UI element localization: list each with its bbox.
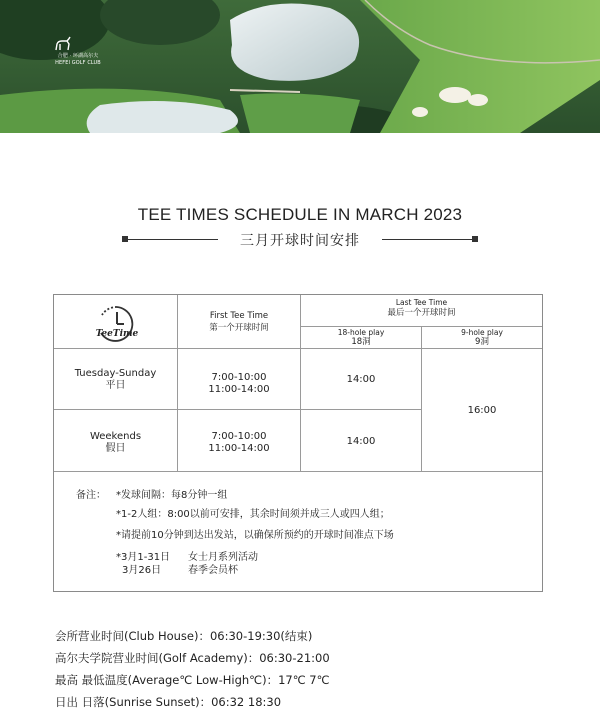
first-tee-header-cn: 第一个开球时间 [209,323,269,333]
title-divider-right [382,239,474,240]
grid-line [54,409,422,410]
row-weekend-en: Weekends [89,431,142,442]
logo-text-cn: 合肥 · 环湖高尔夫 [57,53,99,59]
golf-course-aerial-image [0,0,600,133]
note-group-size: *1-2人组：8:00以前可安排，其余时间须并成三人或四人组； [116,509,390,520]
note-interval: *发球间隔：每8分钟一组 [116,490,228,501]
row-weekday-cn: 平日 [105,380,126,391]
academy-hours: 高尔夫学院营业时间(Golf Academy)：06:30-21:00 [55,651,330,665]
grid-line [54,471,542,472]
last9-value: 16:00 [467,405,497,416]
hole18-header-cn: 18洞 [351,337,371,347]
hero-banner [0,0,600,133]
row-weekday-en: Tuesday-Sunday [74,368,157,379]
logo-text-en: HEFEI GOLF CLUB [55,60,101,66]
row-weekend-cn: 假日 [105,443,126,454]
last-tee-header-en: Last Tee Time [395,298,448,307]
first-tee-header-en: First Tee Time [209,311,269,321]
schedule-title-cn: 三月开球时间安排 [240,233,360,249]
row-weekday-first-1: 7:00-10:00 [211,372,267,383]
title-divider-right-dot [472,236,478,242]
teetime-label: TeeTime [95,329,139,339]
hole18-header-en: 18-hole play [337,328,385,337]
hole9-header-en: 9-hole play [461,328,503,337]
sunrise-sunset: 日出 日落(Sunrise Sunset)：06:32 18:30 [55,695,282,709]
row-weekday-last18: 14:00 [346,374,376,385]
teetime-logo [94,303,140,347]
row-weekend-last18: 14:00 [346,436,376,447]
event1-name: 女士月系列活动 [188,552,258,563]
row-weekend-first-2: 11:00-14:00 [208,443,270,454]
row-weekend-first-1: 7:00-10:00 [211,431,267,442]
grid-line [54,348,542,349]
clubhouse-hours: 会所营业时间(Club House)：06:30-19:30(结束) [55,629,313,643]
grid-line [300,326,542,327]
note-arrive-early: *请提前10分钟到达出发站，以确保所预约的开球时间准点下场 [116,530,394,541]
event2-name: 春季会员杯 [188,565,238,576]
tee-time-table [53,294,543,592]
schedule-title-en: TEE TIMES SCHEDULE IN MARCH 2023 [137,205,463,224]
notes-label: 备注： [76,490,106,501]
deer-logo-icon [52,36,74,52]
event1-date: *3月1-31日 [116,552,171,563]
temperature-range: 最高 最低温度(Average℃ Low-High℃)：17℃ 7℃ [55,673,330,687]
event2-date: 3月26日 [122,565,162,576]
hole9-header-cn: 9洞 [475,337,489,347]
club-logo [52,36,104,66]
last-tee-header-cn: 最后一个开球时间 [387,308,456,318]
row-weekday-first-2: 11:00-14:00 [208,384,270,395]
